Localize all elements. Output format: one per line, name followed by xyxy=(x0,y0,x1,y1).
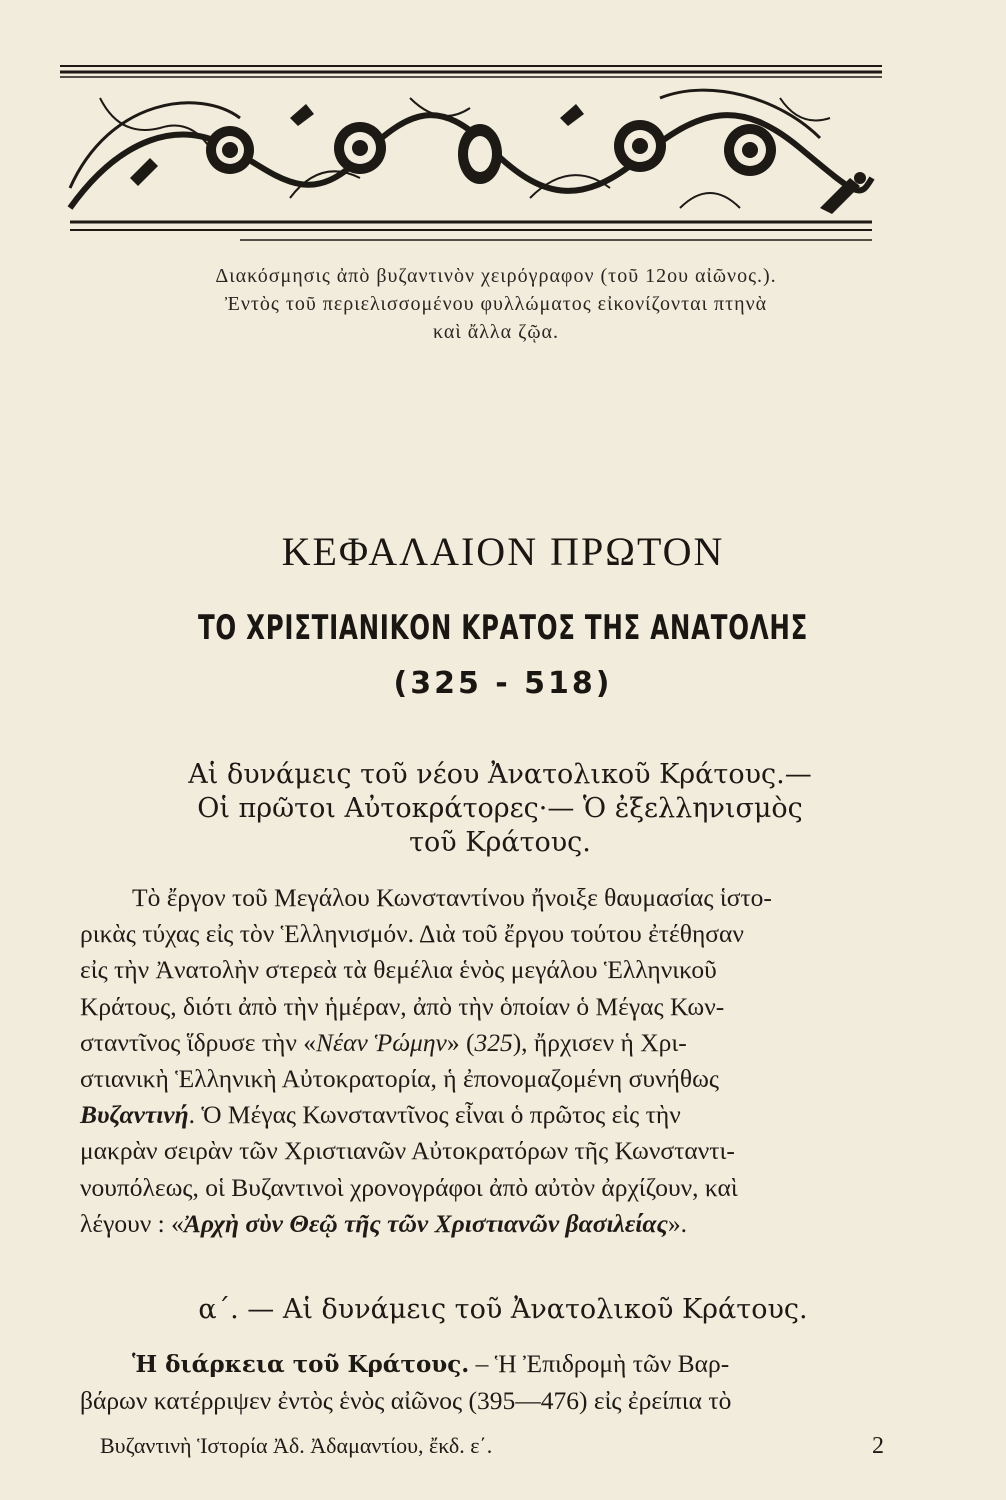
body-line xyxy=(80,1025,902,1061)
ornament-caption xyxy=(96,262,896,346)
body-line xyxy=(80,1097,902,1133)
body-text: ), ἤρχισεν ἡ Χρι- xyxy=(512,1027,687,1057)
summary-line: τοῦ Κράτους. xyxy=(409,827,591,858)
summary-line: Οἱ πρῶτοι Αὐτοκράτορες·— Ὁ ἐξελληνισμὸς xyxy=(197,793,803,824)
body-line xyxy=(80,1206,902,1242)
chapter-summary xyxy=(100,758,900,860)
body-line: μακρὰν σειρὰν τῶν Χριστιανῶν Αὐτοκρατόρων τῆς Κωνσταντι- xyxy=(80,1136,735,1166)
body-line: στιανικὴ Ἑλληνικὴ Αὐτοκρατορία, ἡ ἐπονομαζομένη συνήθως xyxy=(80,1064,719,1094)
body-text: λέγουν : « xyxy=(80,1208,184,1238)
year: 325 xyxy=(474,1027,513,1057)
body-line: εἰς τὴν Ἀνατολὴν στερεὰ τὰ θεμέλια ἑνὸς μεγάλου Ἑλληνικοῦ xyxy=(80,955,717,985)
caption-line: Ἐντὸς τοῦ περιελισσομένου φυλλώματος εἰκονίζονται πτηνὰ xyxy=(224,293,768,315)
page-number: 2 xyxy=(872,1433,884,1459)
byzantine-floral-border-ornament-icon xyxy=(60,58,882,248)
summary-line: Αἱ δυνάμεις τοῦ νέου Ἀνατολικοῦ Κράτους.— xyxy=(188,759,812,790)
body-line xyxy=(80,1346,902,1383)
emphasis-term: Βυζαντινή xyxy=(80,1100,189,1130)
body-paragraph xyxy=(80,880,902,1242)
chapter-subtitle: ΤΟ ΧΡΙΣΤΙΑΝΙΚΟΝ ΚΡΑΤΟΣ ΤΗΣ ΑΝΑΤΟΛΗΣ xyxy=(197,608,809,648)
body-text: » ( xyxy=(446,1027,475,1057)
body-text: ». xyxy=(667,1208,687,1238)
body-text: σταντῖνος ἵδρυσε τὴν « xyxy=(80,1027,317,1057)
chapter-title: ΚΕΦΑΛΑΙΟΝ ΠΡΩΤΟΝ xyxy=(281,529,725,574)
footer-text: Βυζαντινὴ Ἱστορία Ἀδ. Ἀδαμαντίου, ἔκδ. ε΄. xyxy=(100,1433,493,1458)
section-heading: α΄. — Αἱ δυνάμεις τοῦ Ἀνατολικοῦ Κράτους. xyxy=(198,1294,808,1325)
page-footer xyxy=(80,1433,902,1460)
body-line: νουπόλεως, οἱ Βυζαντινοὶ χρονογράφοι ἀπὸ αὐτὸν ἀρχίζουν, καὶ xyxy=(80,1172,738,1202)
chapter-dates: (325 - 518) xyxy=(393,666,613,701)
caption-line: Διακόσμησις ἀπὸ βυζαντινὸν χειρόγραφον (τοῦ 12ου αἰῶνος.). xyxy=(215,265,777,287)
quotation: Ἀρχὴ σὺν Θεῷ τῆς τῶν Χριστιανῶν βασιλείας xyxy=(183,1208,668,1238)
paragraph-lead: Ἡ διάρκεια τοῦ Κράτους. xyxy=(132,1351,470,1378)
body-line: βάρων κατέρριψεν ἐντὸς ἑνὸς αἰῶνος (395—476) εἰς ἐρείπια τὸ xyxy=(80,1386,732,1415)
caption-line: καὶ ἄλλα ζῷα. xyxy=(432,321,560,343)
body-line: ρικὰς τύχας εἰς τὸν Ἑλληνισμόν. Διὰ τοῦ ἔργου τούτου ἐτέθησαν xyxy=(80,919,744,949)
second-paragraph xyxy=(80,1346,902,1419)
body-text: – Ἡ Ἐπιδρομὴ τῶν Βαρ- xyxy=(469,1349,730,1378)
body-line: Κράτους, διότι ἀπὸ τὴν ἡμέραν, ἀπὸ τὴν ὁποίαν ὁ Μέγας Κων- xyxy=(80,991,725,1021)
quoted-title: Νέαν Ῥώμην xyxy=(316,1027,447,1057)
body-text: . Ὁ Μέγας Κωνσταντῖνος εἶναι ὁ πρῶτος εἰς τὴν xyxy=(188,1100,681,1130)
body-line: Τὸ ἔργον τοῦ Μεγάλου Κωνσταντίνου ἤνοιξε θαυμασίας ἱστο- xyxy=(132,883,772,912)
